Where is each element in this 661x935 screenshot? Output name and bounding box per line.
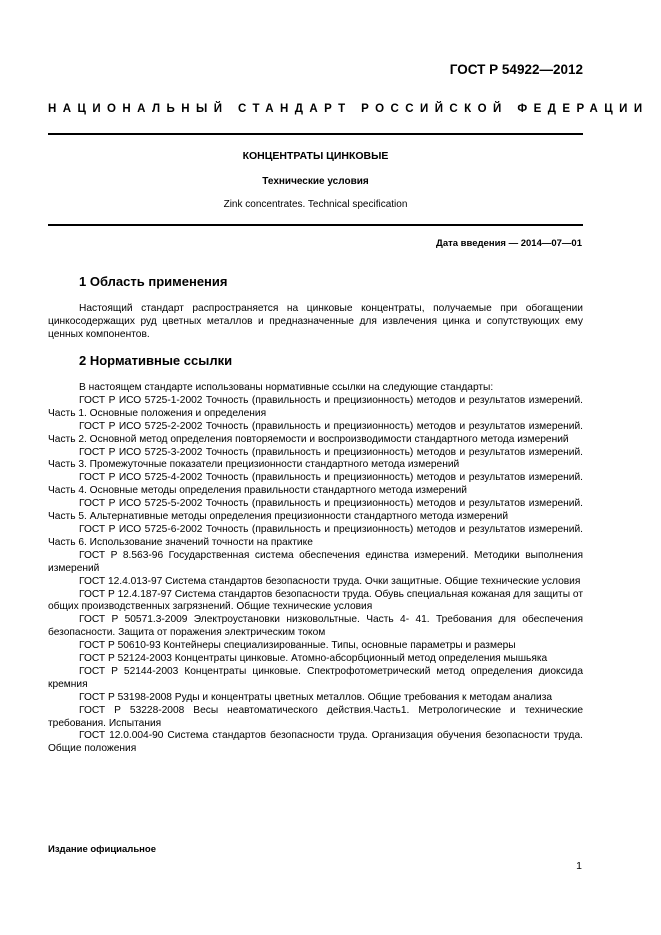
document-subtitle: Технические условия — [262, 176, 369, 187]
gost-code: ГОСТ Р 54922—2012 — [449, 62, 583, 77]
reference-item: ГОСТ Р 50571.3-2009 Электроустановки низковольтные. Часть 4- 41. Требования для обеспечения безопасности. Защита от поражения электрическим током — [48, 614, 583, 639]
references-list — [48, 382, 583, 756]
reference-item: ГОСТ 12.0.004-90 Система стандартов безопасности труда. Организация обучения безопасности труда. Общие положения — [48, 730, 583, 755]
national-standard-label: НАЦИОНАЛЬНЫЙ СТАНДАРТ РОССИЙСКОЙ ФЕДЕРАЦИИ — [48, 103, 649, 115]
section-2-heading: 2 Нормативные ссылки — [79, 353, 233, 368]
reference-item: ГОСТ Р ИСО 5725-3-2002 Точность (правильность и прецизионность) методов и результатов измерений. Часть 3. Промежуточные показатели прецизионности стандартного метода измерений — [48, 446, 583, 471]
reference-item: ГОСТ Р ИСО 5725-2-2002 Точность (правильность и прецизионность) методов и результатов измерений. Часть 2. Основной метод определения повторяемости и воспроизводимости стандартного метода измерений — [48, 420, 583, 445]
section-1-text: Настоящий стандарт распространяется на цинковые концентраты, получаемые при обогащении цинкосодержащих руд цветных металлов и предназначенные для извлечения цинка и сопутствующих ему ценных компонентов. — [48, 303, 583, 340]
top-divider — [48, 133, 583, 135]
reference-item: ГОСТ Р ИСО 5725-5-2002 Точность (правильность и прецизионность) методов и результатов измерений. Часть 5. Альтернативные методы определения прецизионности стандартного метода измерений — [48, 498, 583, 523]
reference-item: ГОСТ Р 53198-2008 Руды и концентраты цветных металлов. Общие требования к методам анализа — [79, 691, 553, 703]
reference-item: ГОСТ Р 53228-2008 Весы неавтоматического действия.Часть1. Метрологические и технические требования. Испытания — [48, 704, 583, 729]
reference-item: ГОСТ Р 8.563-96 Государственная система обеспечения единства измерений. Методики выполнения измерений — [48, 549, 583, 574]
reference-item: ГОСТ 12.4.013-97 Система стандартов безопасности труда. Очки защитные. Общие технические условия — [79, 575, 581, 587]
reference-item: ГОСТ Р ИСО 5725-6-2002 Точность (правильность и прецизионность) методов и результатов измерений. Часть 6. Использование значений точности на практике — [48, 523, 583, 548]
section-1-heading: 1 Область применения — [79, 274, 228, 289]
reference-item: ГОСТ Р 12.4.187-97 Система стандартов безопасности труда. Обувь специальная кожаная для защиты от общих производственных загрязнений. Общие технические условия — [48, 588, 583, 613]
references-intro: В настоящем стандарте использованы нормативные ссылки на следующие стандарты: — [79, 382, 494, 393]
reference-item: ГОСТ Р 50610-93 Контейнеры специализированные. Типы, основные параметры и размеры — [79, 640, 516, 652]
document-title: КОНЦЕНТРАТЫ ЦИНКОВЫЕ — [242, 150, 389, 162]
english-title: Zink concentrates. Technical specification — [223, 199, 408, 210]
reference-item: ГОСТ Р 52144-2003 Концентраты цинковые. Спектрофотометрический метод определения диоксида кремния — [48, 665, 583, 690]
reference-item: ГОСТ Р ИСО 5725-1-2002 Точность (правильность и прецизионность) методов и результатов измерений. Часть 1. Основные положения и определения — [48, 394, 583, 419]
title-divider — [48, 224, 583, 226]
reference-item: ГОСТ Р ИСО 5725-4-2002 Точность (правильность и прецизионность) методов и результатов измерений. Часть 4. Основные методы определения правильности стандартного метода измерений — [48, 472, 583, 497]
introduction-date: Дата введения — 2014—07—01 — [436, 238, 582, 249]
page-number: 1 — [576, 860, 582, 872]
reference-item: ГОСТ Р 52124-2003 Концентраты цинковые. Атомно-абсорбционный метод определения мышьяка — [79, 653, 548, 665]
edition-label: Издание официальное — [48, 844, 156, 855]
